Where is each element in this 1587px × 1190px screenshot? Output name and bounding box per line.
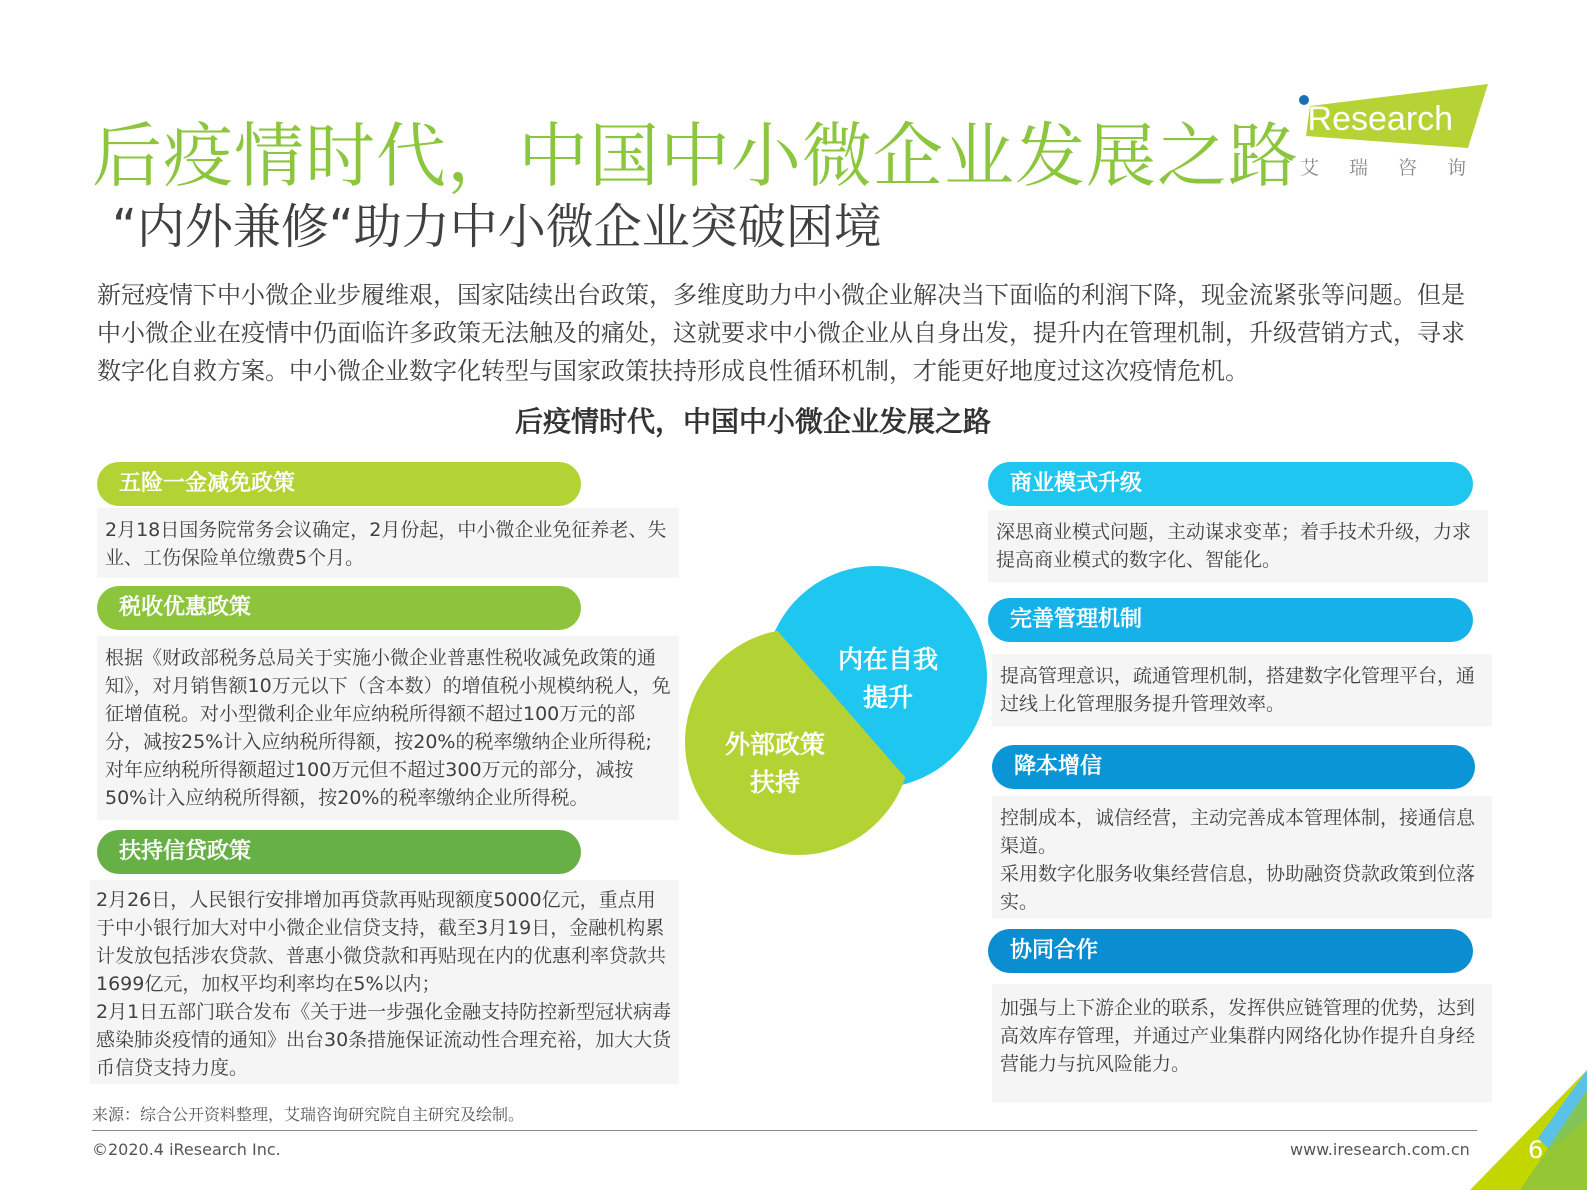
copyright: ©2020.4 iResearch Inc. (92, 1140, 281, 1159)
internal-label-1: 内在自我 (837, 645, 939, 674)
policy-header-tax: 税收优惠政策 (97, 586, 581, 630)
strategy-text-management: 提高管理意识，疏通管理机制，搭建数字化管理平台，通过线上化管理服务提升管理效率。 (992, 654, 1492, 726)
diagram-title: 后疫情时代，中国中小微企业发展之路 (515, 405, 992, 438)
page-title: 后疫情时代，中国中小微企业发展之路 (92, 115, 1299, 197)
svg-text:iResearch: iResearch (1300, 100, 1454, 138)
policy-header-credit: 扶持信贷政策 (97, 830, 581, 874)
policy-header-social-insurance: 五险一金减免政策 (97, 462, 581, 506)
policy-text-credit: 2月26日，人民银行安排增加再贷款再贴现额度5000亿元，重点用于中小银行加大对中小微企业信贷支持，截至3月19日，金融机构累计发放包括涉农贷款、普惠小微贷款和再贴现在内的优惠利率贷款共1699亿元，加权平均利率均在5%以内； 2月1日五部门联合发布《关于进一步强化金融支持防控新型冠状病毒感染肺炎疫情的通知》出台30条措施保证流动性合理充裕，加大大货币信贷支持力度。 (90, 880, 679, 1084)
policy-text-social-insurance: 2月18日国务院常务会议确定，2月份起，中小微企业免征养老、失业、工伤保险单位缴费5个月。 (97, 508, 679, 578)
strategy-text-cooperation: 加强与上下游企业的联系，发挥供应链管理的优势，达到高效库存管理，并通过产业集群内网络化协作提升自身经营能力与抗风险能力。 (992, 984, 1492, 1102)
venn-diagram (680, 560, 1000, 860)
strategy-header-management: 完善管理机制 (988, 598, 1473, 642)
policy-text-tax: 根据《财政部税务总局关于实施小微企业普惠性税收减免政策的通知》，对月销售额10万元以下（含本数）的增值税小规模纳税人，免征增值税。对小型微利企业年应纳税所得额不超过100万元的部分，减按25%计入应纳税所得额，按20%的税率缴纳企业所得税; 对年应纳税所得额超过100万元但不超过300万元的部分，减按50%计入应纳税所得额，按20%的税率缴纳企业所得税。 (97, 636, 679, 820)
internal-label-2: 提升 (862, 683, 914, 712)
footer-divider (92, 1130, 1477, 1131)
external-label-2: 扶持 (749, 768, 801, 797)
intro-paragraph: 新冠疫情下中小微企业步履维艰，国家陆续出台政策，多维度助力中小微企业解决当下面临的利润下降，现金流紧张等问题。但是中小微企业在疫情中仍面临许多政策无法触及的痛处，这就要求中小微企业从自身出发，提升内在管理机制，升级营销方式，寻求数字化自救方案。中小微企业数字化转型与国家政策扶持形成良性循环机制，才能更好地度过这次疫情危机。 (97, 281, 1465, 385)
strategy-header-cost: 降本增信 (992, 745, 1475, 789)
iresearch-logo (1296, 84, 1496, 184)
website-link[interactable]: www.iresearch.com.cn (1290, 1140, 1470, 1159)
strategy-header-business-model: 商业模式升级 (988, 462, 1473, 506)
external-label-1: 外部政策 (724, 730, 826, 759)
page-subtitle: “内外兼修“助力中小微企业突破困境 (112, 199, 882, 255)
svg-text:艾瑞咨询: 艾瑞咨询 (1300, 157, 1496, 179)
strategy-header-cooperation: 协同合作 (988, 929, 1473, 973)
corner-decoration (1470, 1060, 1587, 1190)
strategy-text-cost: 控制成本，诚信经营，主动完善成本管理体制，接通信息渠道。 采用数字化服务收集经营信息，协助融资贷款政策到位落实。 (992, 796, 1492, 918)
page-number: 6 (1528, 1136, 1544, 1164)
source-note: 来源：综合公开资料整理，艾瑞咨询研究院自主研究及绘制。 (92, 1105, 525, 1124)
strategy-text-business-model: 深思商业模式问题，主动谋求变革；着手技术升级，力求提高商业模式的数字化、智能化。 (988, 510, 1488, 582)
